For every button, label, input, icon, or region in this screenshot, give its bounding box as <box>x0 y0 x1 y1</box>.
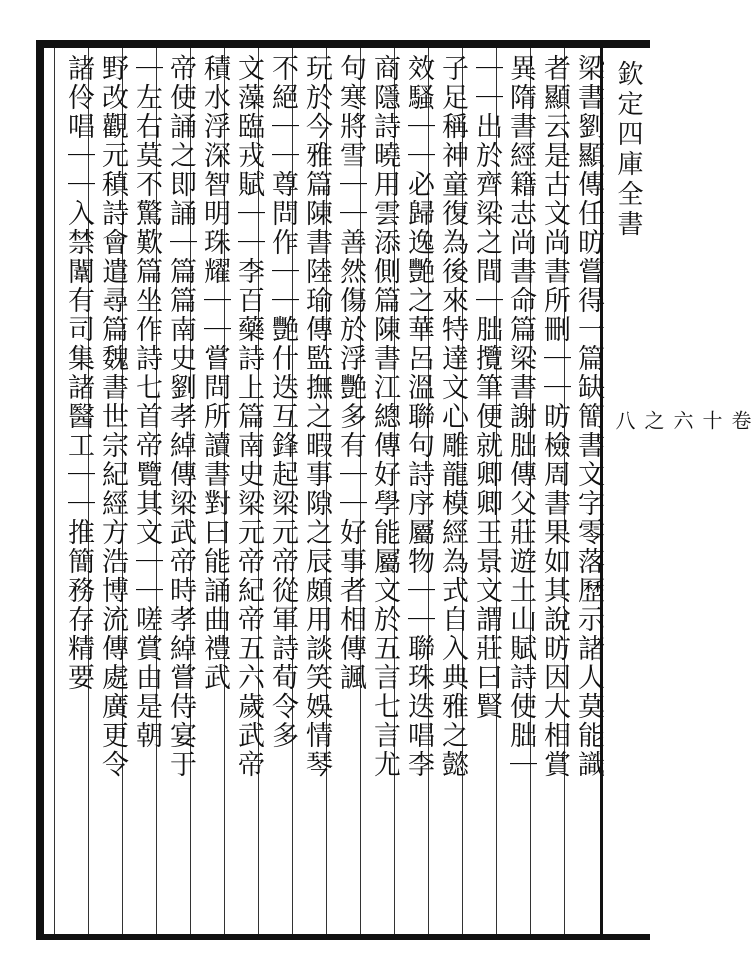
column-text: 效騷｜｜必歸逸艷之華呂溫聯句詩序屬物｜｜聯珠迭唱李 <box>403 54 434 779</box>
column-text: 積水浮深智明珠耀｜｜嘗問所讀書對曰能誦曲禮武 <box>199 54 230 692</box>
column-text: 不絕｜｜尊問作｜｜艷什迭互鋒起梁元帝從軍詩荀令多 <box>267 54 298 750</box>
column-text: ｜左右莫不驚歎篇坐作詩七首帝覽其文｜｜嗟賞由是朝 <box>131 54 162 750</box>
column-text: 文藻臨戎賦｜｜李百藥詩上篇南史梁元帝紀帝五六歲武帝 <box>233 54 264 779</box>
volume-label: 卷十六之八 <box>612 410 752 430</box>
column-text: 諸伶唱｜｜入禁闈有司集諸醫工｜｜推簡務存精要 <box>63 54 94 692</box>
column-text: 玩於今雅篇陳書陸瑜傳監撫之暇事隙之辰頗用談笑娛情琴 <box>301 54 332 779</box>
column-text: 野改觀元稹詩會遣尋篇魏書世宗紀經方浩博流傳處廣更令 <box>97 54 128 779</box>
column-text: 異隋書經籍志尚書命篇梁書謝朏傳父莊遊土山賦詩使朏｜ <box>505 54 536 779</box>
column-text: 者顯云是古文尚書所刪｜｜昉檢周書果如其說昉因大相賞 <box>539 54 570 779</box>
column-text: 商隱詩曉用雲添側篇陳書江總傳好學能屬文於五言七言尤 <box>369 54 400 779</box>
book-title: 欽定四庫全書 <box>613 60 643 240</box>
column-text: 句寒將雪｜｜善然傷於浮艷多有｜｜好事者相傳諷 <box>335 54 366 692</box>
side-margin <box>610 60 752 430</box>
column-text: 梁書劉顯傳任昉嘗得一篇缺簡書文字零落歷示諸人莫能識 <box>573 54 604 779</box>
column-text: 子足稱神童復為後來特達文心雕龍模經為式自入典雅之懿 <box>437 54 468 779</box>
column-text: ｜｜出於齊梁之間｜朏攬筆便就卿卿王景文謂莊曰賢 <box>471 54 502 721</box>
text-column <box>54 48 102 934</box>
column-text: 帝使誦之即誦｜篇篇南史劉孝綽傳梁武帝時孝綽嘗侍宴于 <box>165 54 196 779</box>
text-columns <box>44 48 604 934</box>
